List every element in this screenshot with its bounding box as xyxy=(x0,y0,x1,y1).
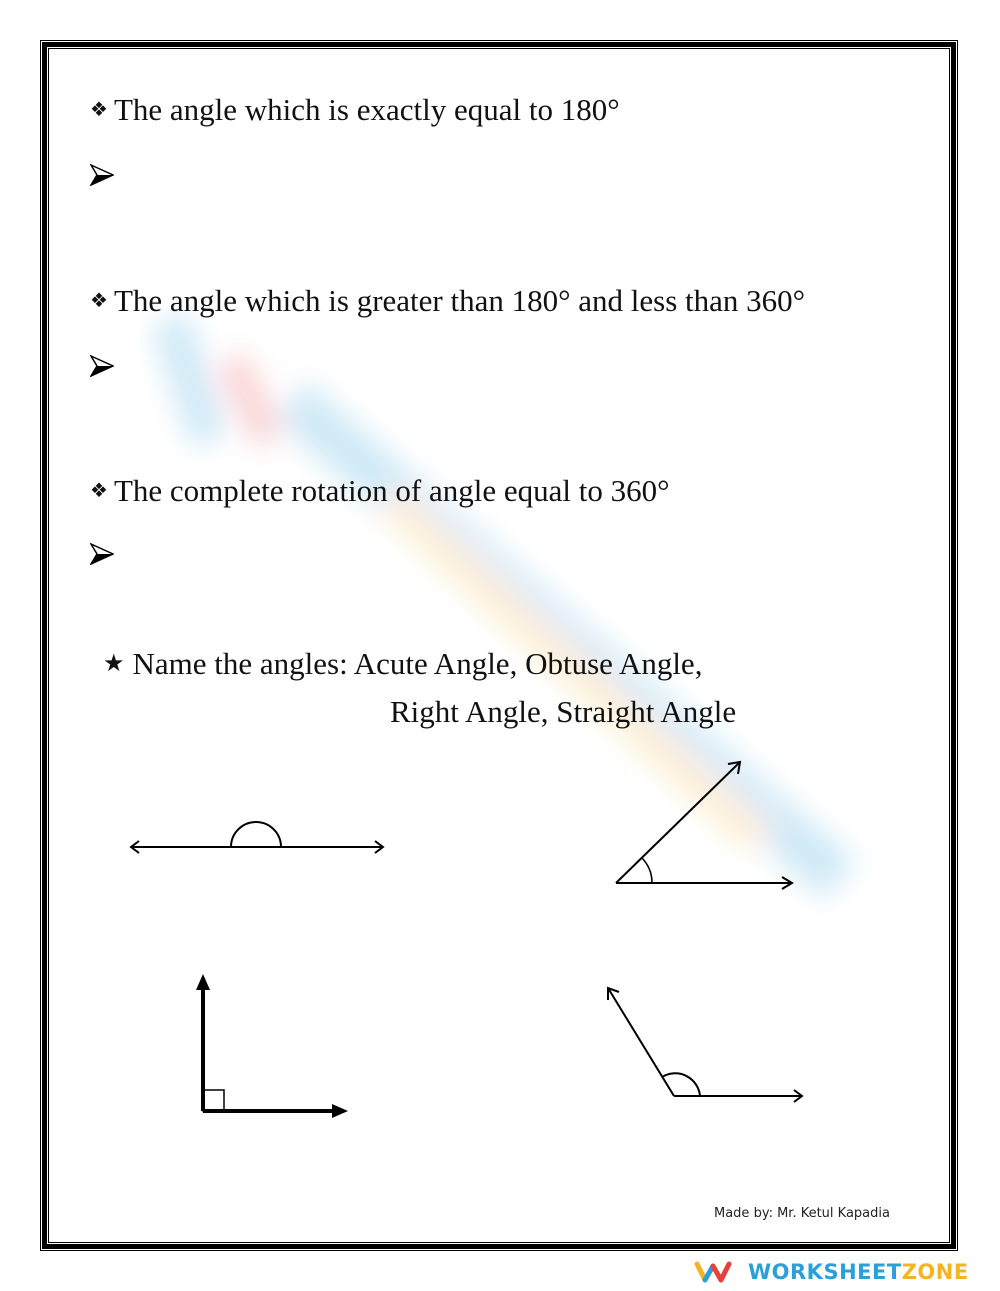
acute-angle-diagram xyxy=(600,750,810,900)
answer-field-1[interactable] xyxy=(124,158,904,192)
worksheetzone-brand[interactable] xyxy=(694,1258,969,1286)
arrowhead-bullet-icon xyxy=(90,164,114,186)
answer-field-2[interactable] xyxy=(124,349,904,383)
question-1 xyxy=(90,92,620,128)
arrowhead-bullet-icon xyxy=(90,543,114,565)
straight-angle-diagram xyxy=(125,815,390,865)
question-3 xyxy=(90,473,670,509)
question-text: The angle which is greater than 180° and less than 360° xyxy=(113,283,806,318)
question-text: The complete rotation of angle equal to 360° xyxy=(113,473,670,508)
obtuse-angle-diagram xyxy=(598,980,813,1115)
diamond-bullet-icon: ❖ xyxy=(90,290,108,312)
diamond-bullet-icon: ❖ xyxy=(90,99,108,121)
task-line-2: Right Angle, Straight Angle xyxy=(390,694,737,729)
task-line-1: Name the angles: Acute Angle, Obtuse Angle, xyxy=(132,646,703,681)
author-credit: Made by: Mr. Ketul Kapadia xyxy=(714,1206,890,1221)
star-bullet-icon: ★ xyxy=(103,651,125,677)
worksheetzone-logo-icon xyxy=(694,1260,734,1284)
brand-name-part1: WORKSHEET xyxy=(748,1260,902,1284)
answer-field-3[interactable] xyxy=(124,537,904,571)
question-text: The angle which is exactly equal to 180° xyxy=(113,92,620,127)
right-angle-diagram xyxy=(190,968,355,1118)
brand-name-part2: ZONE xyxy=(901,1260,969,1284)
question-2 xyxy=(90,283,805,319)
diamond-bullet-icon: ❖ xyxy=(90,480,108,502)
arrowhead-bullet-icon xyxy=(90,355,114,377)
task-heading xyxy=(103,646,702,682)
